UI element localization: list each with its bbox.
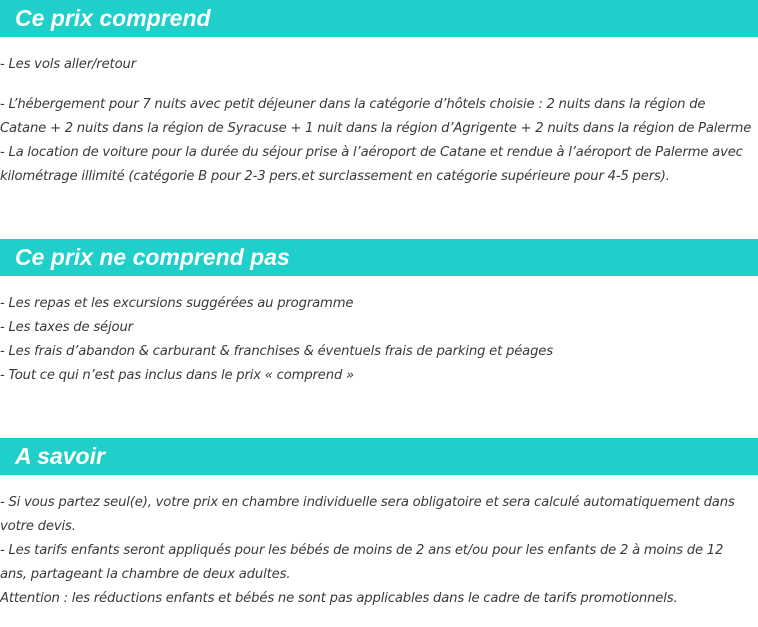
list-item: - Les taxes de séjour [0, 320, 133, 335]
list-item: - Si vous partez seul(e), votre prix en chambre individuelle sera obligatoire et sera calculé automatiquement dans votre devis. [0, 495, 735, 534]
good-to-know-list [0, 491, 752, 611]
list-item: - Les frais d’abandon & carburant & franchises & éventuels frais de parking et péages [0, 344, 553, 359]
list-item: - L’hébergement pour 7 nuits avec petit déjeuner dans la catégorie d’hôtels choisie : 2 nuits dans la région de Catane + 2 nuits dans la région de Syracuse + 1 nuit dans la région d’Agrigente + 2 nuits dans la région de Palerme [0, 97, 752, 136]
section-title-ce-prix-comprend: Ce prix comprend [0, 0, 758, 37]
list-item: - Tout ce qui n’est pas inclus dans le prix « comprend » [0, 368, 355, 383]
included-list [0, 53, 752, 189]
list-item: - Les repas et les excursions suggérées au programme [0, 296, 354, 311]
list-item: - Les tarifs enfants seront appliqués pour les bébés de moins de 2 ans et/ou pour les enfants de 2 à moins de 12 ans, partageant la chambre de deux adultes. [0, 543, 724, 582]
list-item: - La location de voiture pour la durée du séjour prise à l’aéroport de Catane et rendue à l’aéroport de Palerme avec kilométrage illimité (catégorie B pour 2-3 pers.et surclassement en catégorie supérieure pour 4-5 pers). [0, 145, 743, 184]
section-title-ce-prix-ne-comprend-pas: Ce prix ne comprend pas [0, 239, 758, 276]
list-item: Attention : les réductions enfants et bébés ne sont pas applicables dans le cadre de tarifs promotionnels. [0, 591, 678, 606]
list-item: - Les vols aller/retour [0, 57, 136, 72]
section-title-a-savoir: A savoir [0, 438, 758, 475]
not-included-list [0, 292, 752, 388]
